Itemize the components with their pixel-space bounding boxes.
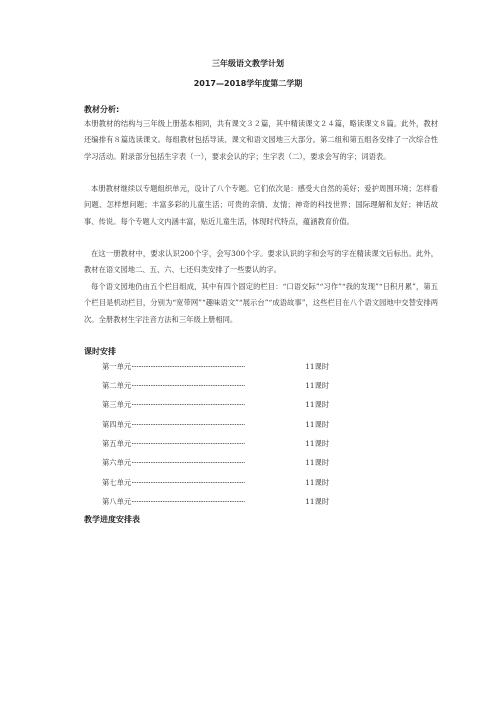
dot-leader: ·································································· [131,400,245,409]
unit-label: 第五单元 [102,439,132,448]
analysis-heading: 教材分析: [84,105,120,114]
dot-leader: ·································································· [131,362,245,371]
unit-hours: 11课时 [305,400,330,409]
dot-leader: ·································································· [131,439,245,448]
progress-heading: 教学进度安排表 [84,515,140,524]
unit-row [102,497,402,507]
dot-leader: ·································································· [131,381,245,390]
document-title: 三年级语文教学计划 [212,59,284,68]
unit-row [102,400,402,410]
document-subtitle: 2017—2018学年度第二学期 [193,79,303,88]
unit-row [102,362,402,372]
analysis-paragraph-4: 每个语文园地仍由五个栏目组成，其中有四个固定的栏目：“口语交际”“习作”“我的发现”“日积月累”，第五个栏目是机动栏目，分别为“宽带网”“趣味语文”“展示台”“成语故事”，这些栏目在八个语文园地中交替安排两次。全册教材生字注音方法和三年级上册相同。 [84,282,438,324]
schedule-heading: 课时安排 [84,347,116,356]
unit-row [102,458,402,468]
unit-row [102,420,402,430]
unit-label: 第三单元 [102,400,132,409]
analysis-paragraph-3: 在这一册教材中，要求认识200个字，会写300个字。要求认识的字和会写的字在精读课文后标出。此外，教材在语文园地二、五、六、七还归类安排了一些要认的字。 [84,249,438,275]
unit-label: 第四单元 [102,420,132,429]
unit-label: 第一单元 [102,362,132,371]
analysis-paragraph-1: 本册教材的结构与三年级上册基本相同，共有课文３２篇，其中精读课文２４篇，略读课文８篇。此外，教材还编排有８篇选读课文。每组教材包括导读、课文和语文园地三大部分。第二组和第五组各安排了一次综合性学习活动。附录部分包括生字表（一），要求会认的字；生字表（二），要求会写的字；词语表。 [84,119,438,161]
unit-label: 第七单元 [102,478,132,487]
dot-leader: ·································································· [131,478,245,487]
unit-row [102,381,402,391]
unit-label: 第八单元 [102,497,132,506]
unit-hours: 11课时 [305,420,330,429]
dot-leader: ·································································· [131,458,245,467]
unit-row [102,478,402,488]
unit-hours: 11课时 [305,458,330,467]
analysis-paragraph-2: 本册教材继续以专题组织单元，设计了八个专题。它们依次是：感受大自然的美好；爱护周围环境；怎样看问题、怎样想问题；丰富多彩的儿童生活；可贵的亲情、友情；神奇的科技世界；国际理解和友好；神话故事、传说。每个专题人文内涵丰富，贴近儿童生活，体现时代特点，蕴涵教育价值。 [84,184,438,226]
unit-row [102,439,402,449]
unit-hours: 11课时 [305,439,330,448]
unit-hours: 11课时 [305,497,330,506]
unit-label: 第二单元 [102,381,132,390]
unit-hours: 11课时 [305,362,330,371]
unit-hours: 11课时 [305,381,330,390]
unit-label: 第六单元 [102,458,132,467]
dot-leader: ·································································· [131,420,245,429]
dot-leader: ·································································· [131,497,245,506]
unit-hours: 11课时 [305,478,330,487]
